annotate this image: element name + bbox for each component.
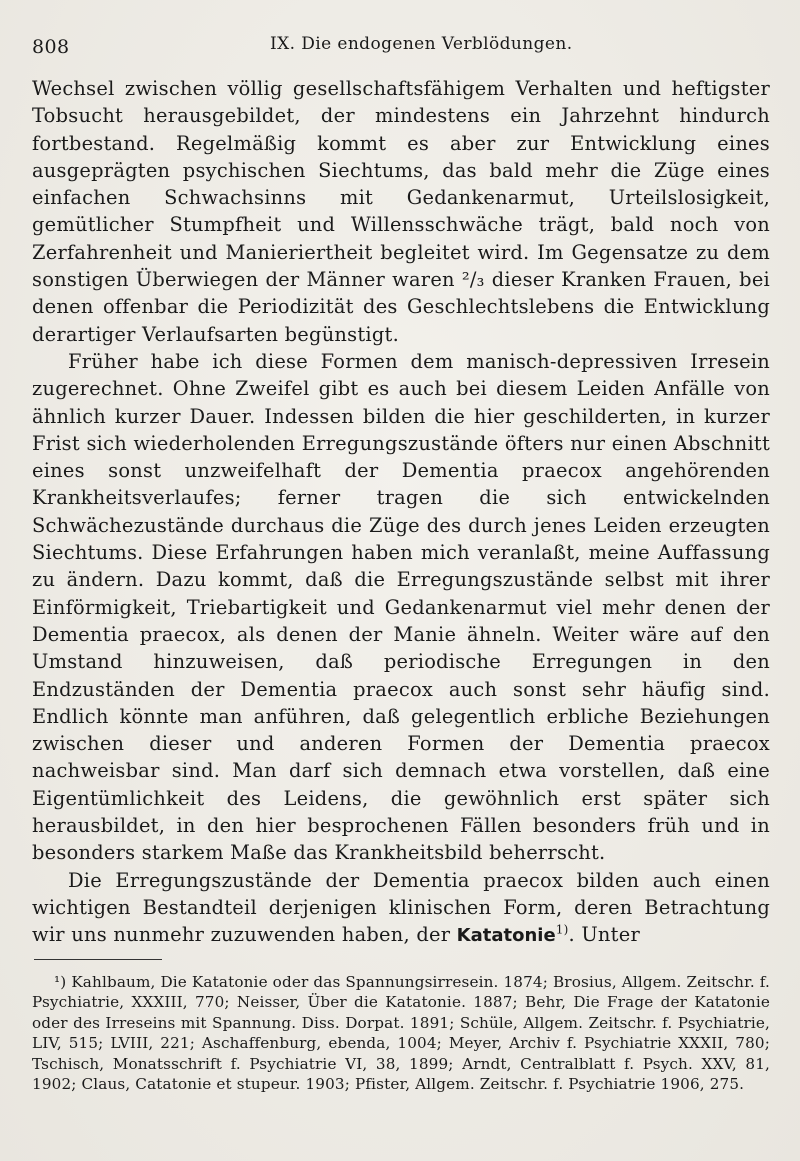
page-number: 808	[32, 36, 70, 58]
footnote	[32, 972, 770, 1096]
footnote-divider	[34, 959, 162, 960]
term-katatonie: Katatonie	[456, 925, 556, 947]
paragraph-3-ending: . Unter	[568, 923, 640, 947]
running-head	[32, 22, 770, 62]
footnote-reference: 1)	[555, 922, 569, 937]
footnote-marker: ¹)	[54, 972, 67, 991]
paragraph-1: Wechsel zwischen völlig gesellschaftsfähigem Verhalten und heftigster Tobsucht herausgebildet, der mindestens ein Jahrzehnt hindurch fortbestand. Regelmäßig kommt es aber zur Entwicklung eines ausgeprägten psychischen Siechtums, das bald mehr die Züge eines einfachen Schwachsinns mit Gedankenarmut, Urteilslosigkeit, gemütlicher Stumpfheit und Willensschwäche trägt, bald noch von Zerfahrenheit und Manieriertheit begleitet wird. Im Gegensatze zu dem sonstigen Überwiegen der Männer waren ²/₃ dieser Kranken Frauen, bei denen offenbar die Periodizität des Geschlechtslebens die Entwicklung derartiger Verlaufsarten begünstigt.	[32, 77, 770, 346]
footnote-text: Kahlbaum, Die Katatonie oder das Spannungsirresein. 1874; Brosius, Allgem. Zeitschr. f. Psychiatrie, XXXIII, 770; Neisser, Über die Katatonie. 1887; Behr, Die Frage der Katatonie oder des Irreseins mit Spannung. Diss. Dorpat. 1891; Schüle, Allgem. Zeitschr. f. Psychiatrie, LIV, 515; LVIII, 221; Aschaffenburg, ebenda, 1004; Meyer, Archiv f. Psychiatrie XXXII, 780; Tschisch, Monatsschrift f. Psychiatrie VI, 38, 1899; Arndt, Centralblatt f. Psych. XXV, 81, 1902; Claus, Catatonie et stupeur. 1903; Pfister, Allgem. Zeitschr. f. Psychiatrie 1906, 275.	[32, 972, 770, 1094]
paragraph-2: Früher habe ich diese Formen dem manisch-depressiven Irresein zugerechnet. Ohne Zweifel gibt es auch bei diesem Leiden Anfälle von ähnlich kurzer Dauer. Indessen bilden die hier geschilderten, in kurzer Frist sich wiederholenden Erregungszustände öfters nur einen Abschnitt eines sonst unzweifelhaft der Dementia praecox angehörenden Krankheitsverlaufes; ferner tragen die sich entwickelnden Schwächezustände durchaus die Züge des durch jenes Leiden erzeugten Siechtums. Diese Erfahrungen haben mich veranlaßt, meine Auffassung zu ändern. Dazu kommt, daß die Erregungszustände selbst mit ihrer Einförmigkeit, Triebartigkeit und Gedankenarmut viel mehr denen der Dementia praecox, als denen der Manie ähneln. Weiter wäre auf den Umstand hinzuweisen, daß periodische Erregungen in den Endzuständen der Dementia praecox auch sonst sehr häufig sind. Endlich könnte man anführen, daß gelegentlich erbliche Beziehungen zwischen dieser und anderen Formen der Dementia praecox nachweisbar sind. Man darf sich demnach etwa vorstellen, daß eine Eigentümlichkeit des Leidens, die gewöhnlich erst später sich herausbildet, in den hier besprochenen Fällen besonders früh und in besonders starkem Maße das Krankheitsbild beherrscht.	[32, 349, 770, 865]
paragraph-3-text: Die Erregungszustände der Dementia praecox bilden auch einen wichtigen Bestandteil derjenigen klinischen Form, deren Betrachtung wir uns nunmehr zuzuwenden haben, der	[32, 868, 770, 947]
paragraph-3	[32, 867, 770, 950]
main-text	[32, 75, 770, 950]
chapter-title: IX. Die endogenen Verblödungen.	[270, 34, 573, 54]
